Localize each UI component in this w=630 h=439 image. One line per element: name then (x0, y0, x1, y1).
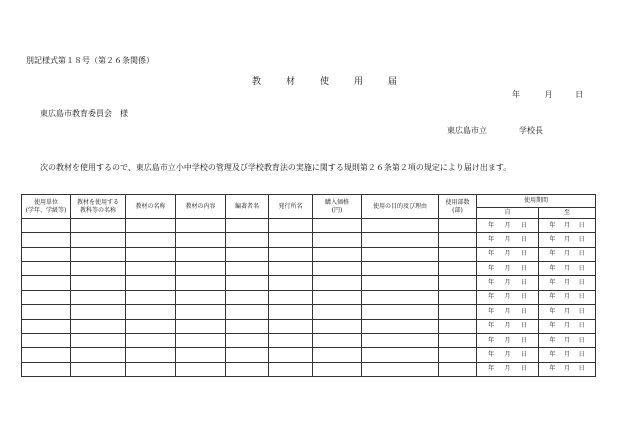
content-cell[interactable] (176, 233, 226, 247)
unit-cell[interactable] (22, 348, 71, 362)
day-label: 日 (578, 307, 585, 315)
unit-cell[interactable] (22, 362, 71, 376)
table-row (22, 262, 596, 276)
month-label: 月 (564, 279, 571, 287)
table-row (22, 348, 596, 362)
year-label: 年 (549, 264, 556, 272)
publisher-cell[interactable] (269, 319, 313, 333)
subject-cell[interactable] (71, 233, 126, 247)
date-day-label: 日 (575, 90, 584, 99)
header-content: 教材の内容 (176, 195, 226, 219)
day-label: 日 (520, 307, 527, 315)
header-period-to: 至 (539, 208, 596, 219)
day-label: 日 (578, 293, 585, 301)
table-row (22, 233, 596, 247)
year-label: 年 (488, 279, 495, 287)
month-label: 月 (504, 293, 511, 301)
copies-cell[interactable] (439, 276, 477, 290)
price-cell[interactable] (313, 276, 362, 290)
day-label: 日 (578, 221, 585, 229)
author-cell[interactable] (226, 362, 269, 376)
date-fields (477, 337, 538, 345)
copies-cell[interactable] (439, 362, 477, 376)
price-cell[interactable] (313, 362, 362, 376)
purpose-cell[interactable] (362, 319, 439, 333)
month-label: 月 (504, 307, 511, 315)
day-label: 日 (578, 322, 585, 330)
unit-cell[interactable] (22, 219, 71, 233)
copies-cell[interactable] (439, 319, 477, 333)
sender-principal: 学校長 (519, 126, 543, 135)
content-cell[interactable] (176, 276, 226, 290)
year-label: 年 (549, 307, 556, 315)
unit-cell[interactable] (22, 333, 71, 347)
material-table (21, 194, 596, 377)
period-to-cell[interactable] (539, 319, 596, 333)
day-label: 日 (520, 236, 527, 244)
year-label: 年 (488, 307, 495, 315)
date-year-label: 年 (512, 90, 520, 99)
material-name-cell[interactable] (126, 319, 176, 333)
period-from-cell[interactable] (477, 290, 539, 304)
table-row (22, 333, 596, 347)
year-label: 年 (549, 322, 556, 330)
date-fields (539, 322, 595, 330)
month-label: 月 (564, 221, 571, 229)
month-label: 月 (504, 264, 511, 272)
author-cell[interactable] (226, 290, 269, 304)
publisher-cell[interactable] (269, 362, 313, 376)
body-text: 次の教材を使用するので、東広島市立小中学校の管理及び学校教育法の実施に関する規則第２６条第２項の規定により届け出ます。 (40, 163, 512, 172)
author-cell[interactable] (226, 348, 269, 362)
subject-cell[interactable] (71, 290, 126, 304)
price-cell[interactable] (313, 290, 362, 304)
year-label: 年 (549, 293, 556, 301)
period-from-cell[interactable] (477, 233, 539, 247)
copies-cell[interactable] (439, 233, 477, 247)
month-label: 月 (504, 322, 511, 330)
table-row (22, 290, 596, 304)
date-fields (539, 293, 595, 301)
author-cell[interactable] (226, 247, 269, 261)
subject-cell[interactable] (71, 319, 126, 333)
date-fields (539, 351, 595, 359)
day-label: 日 (520, 264, 527, 272)
content-cell[interactable] (176, 348, 226, 362)
date-fields (539, 337, 595, 345)
day-label: 日 (578, 250, 585, 258)
year-label: 年 (488, 365, 495, 373)
day-label: 日 (520, 365, 527, 373)
period-from-cell[interactable] (477, 348, 539, 362)
author-cell[interactable] (226, 319, 269, 333)
header-price: 購入価格 (円) (313, 195, 362, 219)
date-fields (477, 250, 538, 258)
month-label: 月 (504, 350, 511, 358)
material-name-cell[interactable] (126, 333, 176, 347)
period-to-cell[interactable] (539, 333, 596, 347)
material-name-cell[interactable] (126, 305, 176, 319)
header-period-from: 自 (477, 208, 539, 219)
period-to-cell[interactable] (539, 348, 596, 362)
month-label: 月 (564, 322, 571, 330)
content-cell[interactable] (176, 362, 226, 376)
price-cell[interactable] (313, 247, 362, 261)
header-unit: 使用単位 (学年、学級等) (22, 195, 71, 219)
purpose-cell[interactable] (362, 276, 439, 290)
price-cell[interactable] (313, 262, 362, 276)
day-label: 日 (520, 336, 527, 344)
copies-cell[interactable] (439, 333, 477, 347)
date-fields (477, 236, 538, 244)
table-body (22, 219, 596, 377)
month-label: 月 (564, 336, 571, 344)
author-cell[interactable] (226, 276, 269, 290)
header-material-name: 教材の名称 (126, 195, 176, 219)
price-cell[interactable] (313, 319, 362, 333)
date-fields (477, 279, 538, 287)
year-label: 年 (488, 322, 495, 330)
year-label: 年 (488, 293, 495, 301)
day-label: 日 (578, 365, 585, 373)
day-label: 日 (520, 250, 527, 258)
subject-cell[interactable] (71, 247, 126, 261)
period-from-cell[interactable] (477, 305, 539, 319)
table-row (22, 362, 596, 376)
subject-cell[interactable] (71, 362, 126, 376)
material-name-cell[interactable] (126, 362, 176, 376)
unit-cell[interactable] (22, 319, 71, 333)
month-label: 月 (504, 336, 511, 344)
date-fields (539, 250, 595, 258)
publisher-cell[interactable] (269, 262, 313, 276)
publisher-cell[interactable] (269, 233, 313, 247)
copies-cell[interactable] (439, 305, 477, 319)
copies-cell[interactable] (439, 247, 477, 261)
price-cell[interactable] (313, 233, 362, 247)
subject-cell[interactable] (71, 348, 126, 362)
copies-cell[interactable] (439, 219, 477, 233)
content-cell[interactable] (176, 319, 226, 333)
date-fields (477, 222, 538, 230)
month-label: 月 (564, 236, 571, 244)
day-label: 日 (520, 322, 527, 330)
date-fields (477, 293, 538, 301)
date-fields (477, 365, 538, 373)
day-label: 日 (578, 350, 585, 358)
month-label: 月 (564, 365, 571, 373)
period-to-cell[interactable] (539, 262, 596, 276)
copies-cell[interactable] (439, 290, 477, 304)
content-cell[interactable] (176, 290, 226, 304)
date-fields (539, 365, 595, 373)
year-label: 年 (488, 250, 495, 258)
month-label: 月 (564, 307, 571, 315)
sender (447, 125, 543, 136)
period-from-cell[interactable] (477, 333, 539, 347)
period-to-cell[interactable] (539, 247, 596, 261)
date-fields (477, 308, 538, 316)
unit-cell[interactable] (22, 247, 71, 261)
addressee: 東広島市教育委員会 様 (40, 109, 128, 118)
content-cell[interactable] (176, 333, 226, 347)
period-from-cell[interactable] (477, 262, 539, 276)
period-from-cell[interactable] (477, 219, 539, 233)
date-fields (539, 279, 595, 287)
content-cell[interactable] (176, 262, 226, 276)
purpose-cell[interactable] (362, 348, 439, 362)
date-fields (539, 222, 595, 230)
purpose-cell[interactable] (362, 333, 439, 347)
subject-cell[interactable] (71, 305, 126, 319)
header-author: 編著者名 (226, 195, 269, 219)
publisher-cell[interactable] (269, 219, 313, 233)
purpose-cell[interactable] (362, 233, 439, 247)
month-label: 月 (504, 221, 511, 229)
year-label: 年 (488, 264, 495, 272)
table-row (22, 319, 596, 333)
table-row (22, 276, 596, 290)
month-label: 月 (564, 250, 571, 258)
period-to-cell[interactable] (539, 290, 596, 304)
content-cell[interactable] (176, 305, 226, 319)
header-publisher: 発行所名 (269, 195, 313, 219)
publisher-cell[interactable] (269, 305, 313, 319)
date-fields (477, 351, 538, 359)
author-cell[interactable] (226, 262, 269, 276)
date-month-label: 月 (544, 90, 553, 99)
material-name-cell[interactable] (126, 219, 176, 233)
header-period: 使用期間 (477, 195, 596, 208)
price-cell[interactable] (313, 333, 362, 347)
document-title: 教 材 使 用 届 (252, 77, 406, 87)
year-label: 年 (488, 336, 495, 344)
day-label: 日 (520, 293, 527, 301)
publisher-cell[interactable] (269, 333, 313, 347)
month-label: 月 (504, 365, 511, 373)
material-name-cell[interactable] (126, 348, 176, 362)
price-cell[interactable] (313, 219, 362, 233)
month-label: 月 (564, 264, 571, 272)
content-cell[interactable] (176, 247, 226, 261)
day-label: 日 (578, 279, 585, 287)
unit-cell[interactable] (22, 262, 71, 276)
date-fields (539, 308, 595, 316)
material-name-cell[interactable] (126, 233, 176, 247)
purpose-cell[interactable] (362, 247, 439, 261)
period-to-cell[interactable] (539, 233, 596, 247)
month-label: 月 (504, 250, 511, 258)
sender-school-prefix: 東広島市立 (447, 126, 487, 135)
material-name-cell[interactable] (126, 290, 176, 304)
price-cell[interactable] (313, 305, 362, 319)
period-from-cell[interactable] (477, 362, 539, 376)
period-to-cell[interactable] (539, 305, 596, 319)
date-fields (477, 265, 538, 273)
material-name-cell[interactable] (126, 276, 176, 290)
date-fields (539, 236, 595, 244)
year-label: 年 (549, 336, 556, 344)
year-label: 年 (549, 236, 556, 244)
day-label: 日 (578, 236, 585, 244)
month-label: 月 (564, 293, 571, 301)
month-label: 月 (504, 279, 511, 287)
material-name-cell[interactable] (126, 262, 176, 276)
day-label: 日 (520, 350, 527, 358)
day-label: 日 (520, 279, 527, 287)
copies-cell[interactable] (439, 348, 477, 362)
table-row (22, 305, 596, 319)
form-reference: 別記様式第１８号（第２６条関係） (26, 56, 154, 65)
period-to-cell[interactable] (539, 362, 596, 376)
subject-cell[interactable] (71, 276, 126, 290)
month-label: 月 (504, 236, 511, 244)
publisher-cell[interactable] (269, 276, 313, 290)
period-to-cell[interactable] (539, 276, 596, 290)
year-label: 年 (488, 350, 495, 358)
purpose-cell[interactable] (362, 305, 439, 319)
purpose-cell[interactable] (362, 290, 439, 304)
year-label: 年 (549, 279, 556, 287)
header-subject: 教材を使用する 教科等の名称 (71, 195, 126, 219)
content-cell[interactable] (176, 219, 226, 233)
author-cell[interactable] (226, 219, 269, 233)
publisher-cell[interactable] (269, 348, 313, 362)
purpose-cell[interactable] (362, 262, 439, 276)
unit-cell[interactable] (22, 290, 71, 304)
material-name-cell[interactable] (126, 247, 176, 261)
year-label: 年 (549, 221, 556, 229)
header-purpose: 使用の目的及び理由 (362, 195, 439, 219)
year-label: 年 (488, 236, 495, 244)
period-to-cell[interactable] (539, 219, 596, 233)
day-label: 日 (578, 264, 585, 272)
period-from-cell[interactable] (477, 247, 539, 261)
unit-cell[interactable] (22, 233, 71, 247)
price-cell[interactable] (313, 348, 362, 362)
unit-cell[interactable] (22, 305, 71, 319)
header-copies: 使用部数 (部) (439, 195, 477, 219)
period-from-cell[interactable] (477, 276, 539, 290)
subject-cell[interactable] (71, 333, 126, 347)
publisher-cell[interactable] (269, 290, 313, 304)
year-label: 年 (549, 250, 556, 258)
month-label: 月 (564, 350, 571, 358)
year-label: 年 (549, 350, 556, 358)
period-from-cell[interactable] (477, 319, 539, 333)
date-line (512, 89, 583, 100)
author-cell[interactable] (226, 333, 269, 347)
day-label: 日 (578, 336, 585, 344)
publisher-cell[interactable] (269, 247, 313, 261)
subject-cell[interactable] (71, 262, 126, 276)
day-label: 日 (520, 221, 527, 229)
date-fields (477, 322, 538, 330)
year-label: 年 (549, 365, 556, 373)
subject-cell[interactable] (71, 219, 126, 233)
unit-cell[interactable] (22, 276, 71, 290)
table-row (22, 219, 596, 233)
date-fields (539, 265, 595, 273)
table-row (22, 247, 596, 261)
year-label: 年 (488, 221, 495, 229)
copies-cell[interactable] (439, 262, 477, 276)
sender-spacer (487, 126, 519, 135)
author-cell[interactable] (226, 233, 269, 247)
purpose-cell[interactable] (362, 362, 439, 376)
author-cell[interactable] (226, 305, 269, 319)
purpose-cell[interactable] (362, 219, 439, 233)
